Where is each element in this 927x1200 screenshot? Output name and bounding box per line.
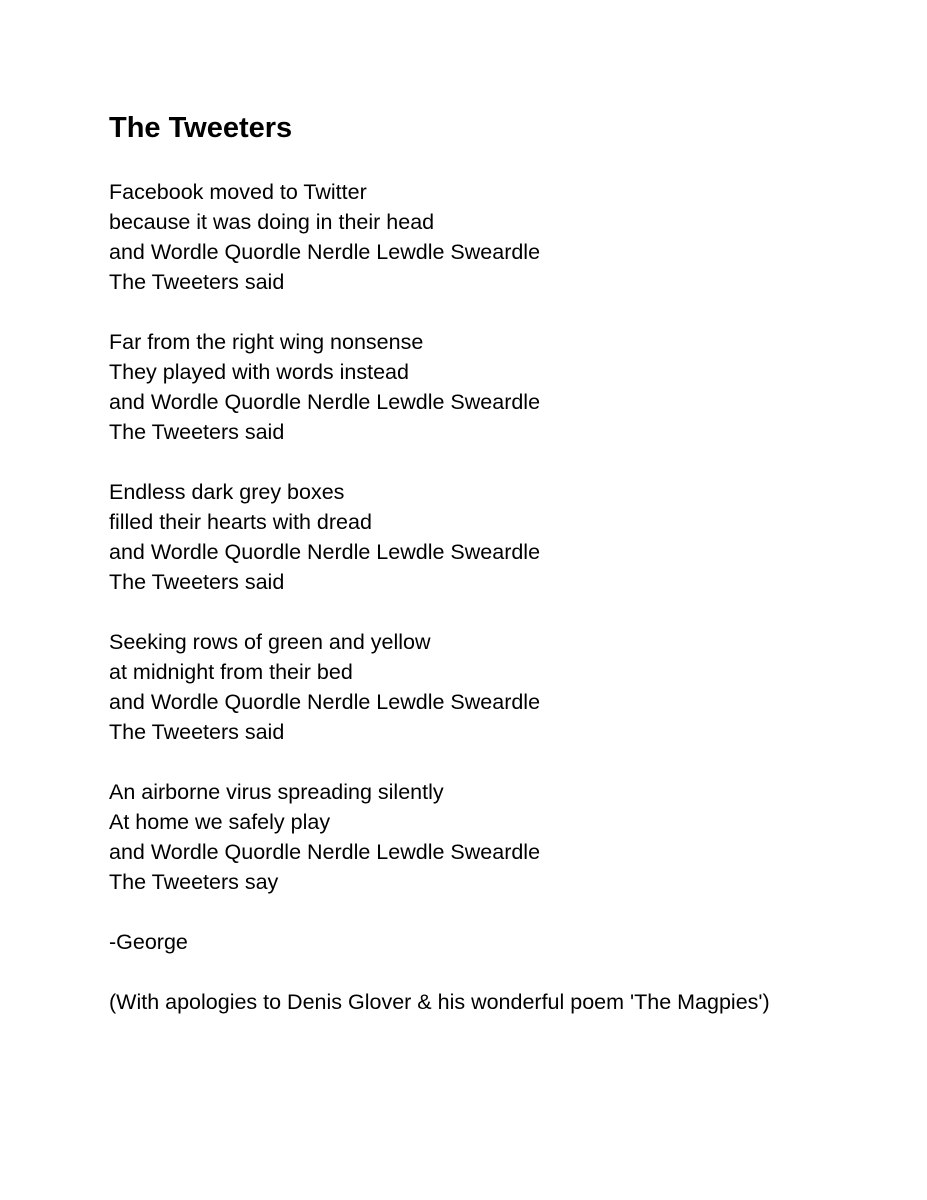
author-signoff: -George	[109, 930, 188, 954]
poem-line: Seeking rows of green and yellow	[109, 630, 431, 654]
stanza-5	[109, 777, 909, 897]
stanza-1	[109, 177, 909, 297]
poem-line: and Wordle Quordle Nerdle Lewdle Sweardle	[109, 540, 541, 564]
poem-line: An airborne virus spreading silently	[109, 780, 444, 804]
poem-line: and Wordle Quordle Nerdle Lewdle Sweardle	[109, 240, 541, 264]
poem-body	[109, 177, 909, 1047]
poem-line: because it was doing in their head	[109, 210, 435, 234]
poem-line: The Tweeters said	[109, 420, 285, 444]
poem-line: and Wordle Quordle Nerdle Lewdle Sweardle	[109, 690, 541, 714]
poem-line: The Tweeters say	[109, 870, 279, 894]
poem-line: The Tweeters said	[109, 570, 285, 594]
poem-line: At home we safely play	[109, 810, 331, 834]
poem-line: Far from the right wing nonsense	[109, 330, 424, 354]
stanza-2	[109, 327, 909, 447]
poem-line: Facebook moved to Twitter	[109, 180, 367, 204]
attribution-note: (With apologies to Denis Glover & his wonderful poem 'The Magpies')	[109, 990, 770, 1014]
stanza-4	[109, 627, 909, 747]
poem-line: filled their hearts with dread	[109, 510, 372, 534]
poem-line: Endless dark grey boxes	[109, 480, 345, 504]
poem-line: at midnight from their bed	[109, 660, 353, 684]
poem-line: They played with words instead	[109, 360, 409, 384]
poem-line: The Tweeters said	[109, 720, 285, 744]
poem-line: and Wordle Quordle Nerdle Lewdle Sweardle	[109, 390, 541, 414]
poem-title: The Tweeters	[109, 112, 293, 144]
poem-line: The Tweeters said	[109, 270, 285, 294]
stanza-3	[109, 477, 909, 597]
poem-line: and Wordle Quordle Nerdle Lewdle Sweardle	[109, 840, 541, 864]
